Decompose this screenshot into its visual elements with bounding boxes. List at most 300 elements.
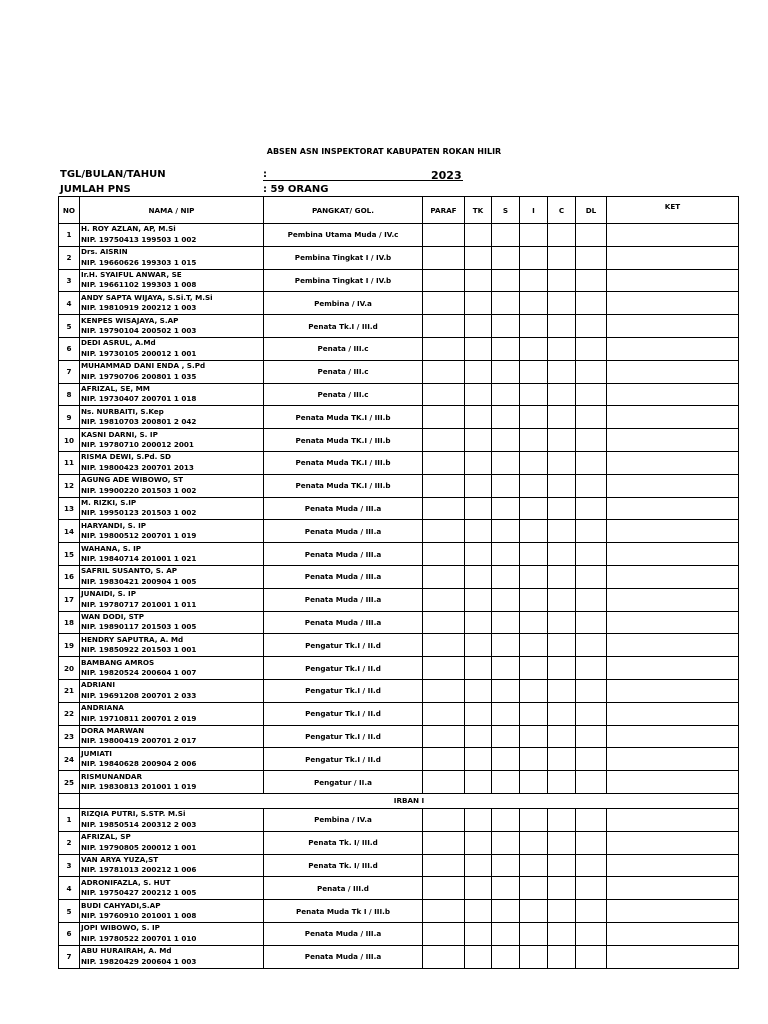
employee-rank: Pengatur Tk.I / II.d bbox=[264, 725, 423, 748]
i-cell[interactable] bbox=[520, 429, 548, 452]
ket-cell[interactable] bbox=[607, 945, 739, 968]
tk-cell[interactable] bbox=[465, 679, 492, 702]
paraf-cell[interactable] bbox=[423, 360, 465, 383]
employee-nip: NIP. 19790706 200801 1 035 bbox=[81, 371, 197, 381]
dl-cell[interactable] bbox=[576, 429, 607, 452]
ket-cell[interactable] bbox=[607, 771, 739, 794]
table-row bbox=[59, 771, 739, 794]
table-row bbox=[59, 429, 739, 452]
tk-cell[interactable] bbox=[465, 406, 492, 429]
tk-cell[interactable] bbox=[465, 748, 492, 771]
ket-cell[interactable] bbox=[607, 337, 739, 360]
paraf-cell[interactable] bbox=[423, 497, 465, 520]
c-cell[interactable] bbox=[548, 269, 576, 292]
dl-cell[interactable] bbox=[576, 831, 607, 854]
tk-cell[interactable] bbox=[465, 854, 492, 877]
i-cell[interactable] bbox=[520, 900, 548, 923]
employee-name: ANDY SAPTA WIJAYA, S.Si.T, M.Si bbox=[81, 292, 213, 302]
dl-cell[interactable] bbox=[576, 702, 607, 725]
employee-cell bbox=[80, 383, 264, 406]
s-cell[interactable] bbox=[492, 224, 520, 247]
s-cell[interactable] bbox=[492, 808, 520, 831]
employee-name: Drs. AISRIN bbox=[81, 247, 128, 257]
ket-cell[interactable] bbox=[607, 657, 739, 680]
paraf-cell[interactable] bbox=[423, 337, 465, 360]
paraf-cell[interactable] bbox=[423, 429, 465, 452]
employee-rank: Pembina Tingkat I / IV.b bbox=[264, 269, 423, 292]
employee-name: BUDI CAHYADI,S.AP bbox=[81, 900, 161, 910]
table-row bbox=[59, 634, 739, 657]
employee-cell bbox=[80, 945, 264, 968]
col-ket: KET bbox=[607, 197, 739, 224]
paraf-cell[interactable] bbox=[423, 451, 465, 474]
s-cell[interactable] bbox=[492, 406, 520, 429]
ket-cell[interactable] bbox=[607, 246, 739, 269]
dl-cell[interactable] bbox=[576, 406, 607, 429]
employee-name: DORA MARWAN bbox=[81, 725, 145, 735]
ket-cell[interactable] bbox=[607, 748, 739, 771]
dl-cell[interactable] bbox=[576, 900, 607, 923]
s-cell[interactable] bbox=[492, 634, 520, 657]
c-cell[interactable] bbox=[548, 292, 576, 315]
i-cell[interactable] bbox=[520, 497, 548, 520]
tk-cell[interactable] bbox=[465, 543, 492, 566]
tk-cell[interactable] bbox=[465, 360, 492, 383]
i-cell[interactable] bbox=[520, 588, 548, 611]
paraf-cell[interactable] bbox=[423, 854, 465, 877]
paraf-cell[interactable] bbox=[423, 679, 465, 702]
i-cell[interactable] bbox=[520, 877, 548, 900]
row-number: 12 bbox=[59, 474, 80, 497]
tk-cell[interactable] bbox=[465, 877, 492, 900]
employee-rank: Penata / III.c bbox=[264, 383, 423, 406]
i-cell[interactable] bbox=[520, 808, 548, 831]
dl-cell[interactable] bbox=[576, 808, 607, 831]
i-cell[interactable] bbox=[520, 337, 548, 360]
dl-cell[interactable] bbox=[576, 634, 607, 657]
i-cell[interactable] bbox=[520, 224, 548, 247]
dl-cell[interactable] bbox=[576, 474, 607, 497]
tk-cell[interactable] bbox=[465, 657, 492, 680]
c-cell[interactable] bbox=[548, 748, 576, 771]
row-number: 2 bbox=[59, 246, 80, 269]
col-paraf: PARAF bbox=[423, 197, 465, 224]
tk-cell[interactable] bbox=[465, 565, 492, 588]
i-cell[interactable] bbox=[520, 854, 548, 877]
employee-cell bbox=[80, 808, 264, 831]
ket-cell[interactable] bbox=[607, 702, 739, 725]
tk-cell[interactable] bbox=[465, 702, 492, 725]
dl-cell[interactable] bbox=[576, 725, 607, 748]
ket-cell[interactable] bbox=[607, 406, 739, 429]
employee-nip: NIP. 19800512 200701 1 019 bbox=[81, 531, 197, 541]
section-label: IRBAN I bbox=[80, 793, 739, 808]
employee-name: JOPI WIBOWO, S. IP bbox=[81, 923, 160, 933]
dl-cell[interactable] bbox=[576, 771, 607, 794]
section-no-cell bbox=[59, 793, 80, 808]
col-s: S bbox=[492, 197, 520, 224]
table-row bbox=[59, 657, 739, 680]
employee-rank: Penata Tk. I/ III.d bbox=[264, 831, 423, 854]
paraf-cell[interactable] bbox=[423, 748, 465, 771]
ket-cell[interactable] bbox=[607, 360, 739, 383]
dl-cell[interactable] bbox=[576, 224, 607, 247]
i-cell[interactable] bbox=[520, 269, 548, 292]
employee-rank: Pengatur Tk.I / II.d bbox=[264, 657, 423, 680]
dl-cell[interactable] bbox=[576, 854, 607, 877]
s-cell[interactable] bbox=[492, 315, 520, 338]
ket-cell[interactable] bbox=[607, 877, 739, 900]
dl-cell[interactable] bbox=[576, 543, 607, 566]
s-cell[interactable] bbox=[492, 922, 520, 945]
s-cell[interactable] bbox=[492, 748, 520, 771]
ket-cell[interactable] bbox=[607, 900, 739, 923]
tk-cell[interactable] bbox=[465, 831, 492, 854]
tk-cell[interactable] bbox=[465, 451, 492, 474]
paraf-cell[interactable] bbox=[423, 831, 465, 854]
s-cell[interactable] bbox=[492, 565, 520, 588]
row-number: 18 bbox=[59, 611, 80, 634]
c-cell[interactable] bbox=[548, 679, 576, 702]
s-cell[interactable] bbox=[492, 725, 520, 748]
table-row bbox=[59, 383, 739, 406]
i-cell[interactable] bbox=[520, 543, 548, 566]
employee-nip: NIP. 19691208 200701 2 033 bbox=[81, 690, 197, 700]
paraf-cell[interactable] bbox=[423, 474, 465, 497]
s-cell[interactable] bbox=[492, 429, 520, 452]
tk-cell[interactable] bbox=[465, 725, 492, 748]
paraf-cell[interactable] bbox=[423, 224, 465, 247]
s-cell[interactable] bbox=[492, 679, 520, 702]
employee-cell bbox=[80, 657, 264, 680]
dl-cell[interactable] bbox=[576, 337, 607, 360]
paraf-cell[interactable] bbox=[423, 877, 465, 900]
i-cell[interactable] bbox=[520, 474, 548, 497]
table-row bbox=[59, 588, 739, 611]
table-row bbox=[59, 451, 739, 474]
paraf-cell[interactable] bbox=[423, 543, 465, 566]
employee-rank: Penata Tk.I / III.d bbox=[264, 315, 423, 338]
paraf-cell[interactable] bbox=[423, 900, 465, 923]
employee-nip: NIP. 19890117 201503 1 005 bbox=[81, 622, 197, 632]
c-cell[interactable] bbox=[548, 945, 576, 968]
i-cell[interactable] bbox=[520, 315, 548, 338]
s-cell[interactable] bbox=[492, 383, 520, 406]
table-row bbox=[59, 725, 739, 748]
table-row bbox=[59, 269, 739, 292]
ket-cell[interactable] bbox=[607, 383, 739, 406]
i-cell[interactable] bbox=[520, 520, 548, 543]
paraf-cell[interactable] bbox=[423, 808, 465, 831]
dl-cell[interactable] bbox=[576, 497, 607, 520]
tk-cell[interactable] bbox=[465, 520, 492, 543]
dl-cell[interactable] bbox=[576, 657, 607, 680]
s-cell[interactable] bbox=[492, 877, 520, 900]
dl-cell[interactable] bbox=[576, 945, 607, 968]
s-cell[interactable] bbox=[492, 702, 520, 725]
employee-name: H. ROY AZLAN, AP, M.Si bbox=[81, 224, 176, 234]
tk-cell[interactable] bbox=[465, 269, 492, 292]
employee-cell bbox=[80, 474, 264, 497]
s-cell[interactable] bbox=[492, 657, 520, 680]
dl-cell[interactable] bbox=[576, 292, 607, 315]
ket-cell[interactable] bbox=[607, 497, 739, 520]
row-number: 24 bbox=[59, 748, 80, 771]
employee-nip: NIP. 19840714 201001 1 021 bbox=[81, 554, 197, 564]
c-cell[interactable] bbox=[548, 771, 576, 794]
ket-cell[interactable] bbox=[607, 679, 739, 702]
table-row bbox=[59, 854, 739, 877]
paraf-cell[interactable] bbox=[423, 657, 465, 680]
i-cell[interactable] bbox=[520, 771, 548, 794]
table-row bbox=[59, 900, 739, 923]
c-cell[interactable] bbox=[548, 246, 576, 269]
i-cell[interactable] bbox=[520, 611, 548, 634]
i-cell[interactable] bbox=[520, 451, 548, 474]
employee-rank: Penata Muda TK.I / III.b bbox=[264, 451, 423, 474]
dl-cell[interactable] bbox=[576, 679, 607, 702]
table-body bbox=[59, 224, 739, 969]
ket-cell[interactable] bbox=[607, 588, 739, 611]
c-cell[interactable] bbox=[548, 657, 576, 680]
i-cell[interactable] bbox=[520, 360, 548, 383]
employee-name: RISMA DEWI, S.Pd. SD bbox=[81, 452, 172, 462]
tk-cell[interactable] bbox=[465, 808, 492, 831]
employee-name: KENPES WISAJAYA, S.AP bbox=[81, 315, 179, 325]
tk-cell[interactable] bbox=[465, 945, 492, 968]
tk-cell[interactable] bbox=[465, 224, 492, 247]
dl-cell[interactable] bbox=[576, 246, 607, 269]
i-cell[interactable] bbox=[520, 246, 548, 269]
employee-nip: NIP. 19750413 199503 1 002 bbox=[81, 234, 197, 244]
i-cell[interactable] bbox=[520, 292, 548, 315]
tk-cell[interactable] bbox=[465, 292, 492, 315]
c-cell[interactable] bbox=[548, 520, 576, 543]
c-cell[interactable] bbox=[548, 725, 576, 748]
s-cell[interactable] bbox=[492, 497, 520, 520]
ket-cell[interactable] bbox=[607, 854, 739, 877]
s-cell[interactable] bbox=[492, 360, 520, 383]
s-cell[interactable] bbox=[492, 451, 520, 474]
dl-cell[interactable] bbox=[576, 383, 607, 406]
ket-cell[interactable] bbox=[607, 725, 739, 748]
employee-rank: Penata Muda / III.a bbox=[264, 543, 423, 566]
i-cell[interactable] bbox=[520, 702, 548, 725]
paraf-cell[interactable] bbox=[423, 771, 465, 794]
c-cell[interactable] bbox=[548, 543, 576, 566]
tk-cell[interactable] bbox=[465, 771, 492, 794]
c-cell[interactable] bbox=[548, 429, 576, 452]
c-cell[interactable] bbox=[548, 451, 576, 474]
c-cell[interactable] bbox=[548, 611, 576, 634]
paraf-cell[interactable] bbox=[423, 292, 465, 315]
s-cell[interactable] bbox=[492, 611, 520, 634]
ket-cell[interactable] bbox=[607, 634, 739, 657]
ket-cell[interactable] bbox=[607, 611, 739, 634]
i-cell[interactable] bbox=[520, 831, 548, 854]
tk-cell[interactable] bbox=[465, 497, 492, 520]
ket-cell[interactable] bbox=[607, 315, 739, 338]
ket-cell[interactable] bbox=[607, 922, 739, 945]
c-cell[interactable] bbox=[548, 877, 576, 900]
dl-cell[interactable] bbox=[576, 360, 607, 383]
s-cell[interactable] bbox=[492, 337, 520, 360]
row-number: 11 bbox=[59, 451, 80, 474]
dl-cell[interactable] bbox=[576, 269, 607, 292]
s-cell[interactable] bbox=[492, 945, 520, 968]
c-cell[interactable] bbox=[548, 360, 576, 383]
dl-cell[interactable] bbox=[576, 520, 607, 543]
i-cell[interactable] bbox=[520, 634, 548, 657]
employee-nip: NIP. 19660626 199303 1 015 bbox=[81, 257, 197, 267]
paraf-cell[interactable] bbox=[423, 269, 465, 292]
dl-cell[interactable] bbox=[576, 611, 607, 634]
employee-name: M. RIZKI, S.IP bbox=[81, 497, 137, 507]
s-cell[interactable] bbox=[492, 543, 520, 566]
c-cell[interactable] bbox=[548, 406, 576, 429]
c-cell[interactable] bbox=[548, 497, 576, 520]
tk-cell[interactable] bbox=[465, 315, 492, 338]
ket-cell[interactable] bbox=[607, 474, 739, 497]
paraf-cell[interactable] bbox=[423, 565, 465, 588]
i-cell[interactable] bbox=[520, 922, 548, 945]
s-cell[interactable] bbox=[492, 474, 520, 497]
dl-cell[interactable] bbox=[576, 748, 607, 771]
paraf-cell[interactable] bbox=[423, 725, 465, 748]
c-cell[interactable] bbox=[548, 588, 576, 611]
i-cell[interactable] bbox=[520, 406, 548, 429]
c-cell[interactable] bbox=[548, 702, 576, 725]
col-dl: DL bbox=[576, 197, 607, 224]
s-cell[interactable] bbox=[492, 831, 520, 854]
ket-cell[interactable] bbox=[607, 224, 739, 247]
row-number: 16 bbox=[59, 565, 80, 588]
c-cell[interactable] bbox=[548, 224, 576, 247]
c-cell[interactable] bbox=[548, 634, 576, 657]
tk-cell[interactable] bbox=[465, 922, 492, 945]
s-cell[interactable] bbox=[492, 246, 520, 269]
c-cell[interactable] bbox=[548, 565, 576, 588]
tk-cell[interactable] bbox=[465, 429, 492, 452]
table-row bbox=[59, 246, 739, 269]
dl-cell[interactable] bbox=[576, 451, 607, 474]
dl-cell[interactable] bbox=[576, 565, 607, 588]
ket-cell[interactable] bbox=[607, 808, 739, 831]
tk-cell[interactable] bbox=[465, 383, 492, 406]
i-cell[interactable] bbox=[520, 748, 548, 771]
tk-cell[interactable] bbox=[465, 246, 492, 269]
paraf-cell[interactable] bbox=[423, 246, 465, 269]
s-cell[interactable] bbox=[492, 588, 520, 611]
paraf-cell[interactable] bbox=[423, 383, 465, 406]
ket-cell[interactable] bbox=[607, 543, 739, 566]
s-cell[interactable] bbox=[492, 854, 520, 877]
tk-cell[interactable] bbox=[465, 588, 492, 611]
row-number: 5 bbox=[59, 315, 80, 338]
row-number: 20 bbox=[59, 657, 80, 680]
c-cell[interactable] bbox=[548, 922, 576, 945]
dl-cell[interactable] bbox=[576, 877, 607, 900]
employee-rank: Penata Muda / III.a bbox=[264, 565, 423, 588]
table-row bbox=[59, 877, 739, 900]
dl-cell[interactable] bbox=[576, 588, 607, 611]
tk-cell[interactable] bbox=[465, 337, 492, 360]
employee-rank: Penata Muda / III.a bbox=[264, 497, 423, 520]
c-cell[interactable] bbox=[548, 383, 576, 406]
i-cell[interactable] bbox=[520, 565, 548, 588]
ket-cell[interactable] bbox=[607, 451, 739, 474]
employee-cell bbox=[80, 406, 264, 429]
tk-cell[interactable] bbox=[465, 900, 492, 923]
paraf-cell[interactable] bbox=[423, 945, 465, 968]
s-cell[interactable] bbox=[492, 269, 520, 292]
i-cell[interactable] bbox=[520, 725, 548, 748]
ket-cell[interactable] bbox=[607, 269, 739, 292]
c-cell[interactable] bbox=[548, 474, 576, 497]
tk-cell[interactable] bbox=[465, 611, 492, 634]
s-cell[interactable] bbox=[492, 520, 520, 543]
c-cell[interactable] bbox=[548, 900, 576, 923]
s-cell[interactable] bbox=[492, 292, 520, 315]
table-row bbox=[59, 611, 739, 634]
dl-cell[interactable] bbox=[576, 922, 607, 945]
paraf-cell[interactable] bbox=[423, 406, 465, 429]
paraf-cell[interactable] bbox=[423, 315, 465, 338]
i-cell[interactable] bbox=[520, 945, 548, 968]
employee-cell bbox=[80, 679, 264, 702]
ket-cell[interactable] bbox=[607, 831, 739, 854]
employee-name: SAFRIL SUSANTO, S. AP bbox=[81, 566, 178, 576]
row-number: 2 bbox=[59, 831, 80, 854]
c-cell[interactable] bbox=[548, 337, 576, 360]
c-cell[interactable] bbox=[548, 315, 576, 338]
tk-cell[interactable] bbox=[465, 474, 492, 497]
employee-cell bbox=[80, 429, 264, 452]
ket-cell[interactable] bbox=[607, 520, 739, 543]
s-cell[interactable] bbox=[492, 771, 520, 794]
employee-cell bbox=[80, 588, 264, 611]
paraf-cell[interactable] bbox=[423, 520, 465, 543]
row-number: 17 bbox=[59, 588, 80, 611]
i-cell[interactable] bbox=[520, 383, 548, 406]
i-cell[interactable] bbox=[520, 679, 548, 702]
paraf-cell[interactable] bbox=[423, 634, 465, 657]
paraf-cell[interactable] bbox=[423, 922, 465, 945]
paraf-cell[interactable] bbox=[423, 611, 465, 634]
ket-cell[interactable] bbox=[607, 565, 739, 588]
dl-cell[interactable] bbox=[576, 315, 607, 338]
employee-nip: NIP. 19661102 199303 1 008 bbox=[81, 280, 197, 290]
c-cell[interactable] bbox=[548, 831, 576, 854]
tk-cell[interactable] bbox=[465, 634, 492, 657]
c-cell[interactable] bbox=[548, 854, 576, 877]
date-year: 2023 bbox=[431, 169, 462, 182]
paraf-cell[interactable] bbox=[423, 702, 465, 725]
attendance-table bbox=[58, 196, 739, 969]
employee-rank: Penata / III.c bbox=[264, 360, 423, 383]
i-cell[interactable] bbox=[520, 657, 548, 680]
ket-cell[interactable] bbox=[607, 292, 739, 315]
employee-nip: NIP. 19730407 200701 1 018 bbox=[81, 394, 197, 404]
ket-cell[interactable] bbox=[607, 429, 739, 452]
employee-rank: Penata Muda / III.a bbox=[264, 611, 423, 634]
c-cell[interactable] bbox=[548, 808, 576, 831]
employee-rank: Pengatur Tk.I / II.d bbox=[264, 748, 423, 771]
paraf-cell[interactable] bbox=[423, 588, 465, 611]
employee-nip: NIP. 19780522 200701 1 010 bbox=[81, 933, 197, 943]
s-cell[interactable] bbox=[492, 900, 520, 923]
employee-cell bbox=[80, 900, 264, 923]
